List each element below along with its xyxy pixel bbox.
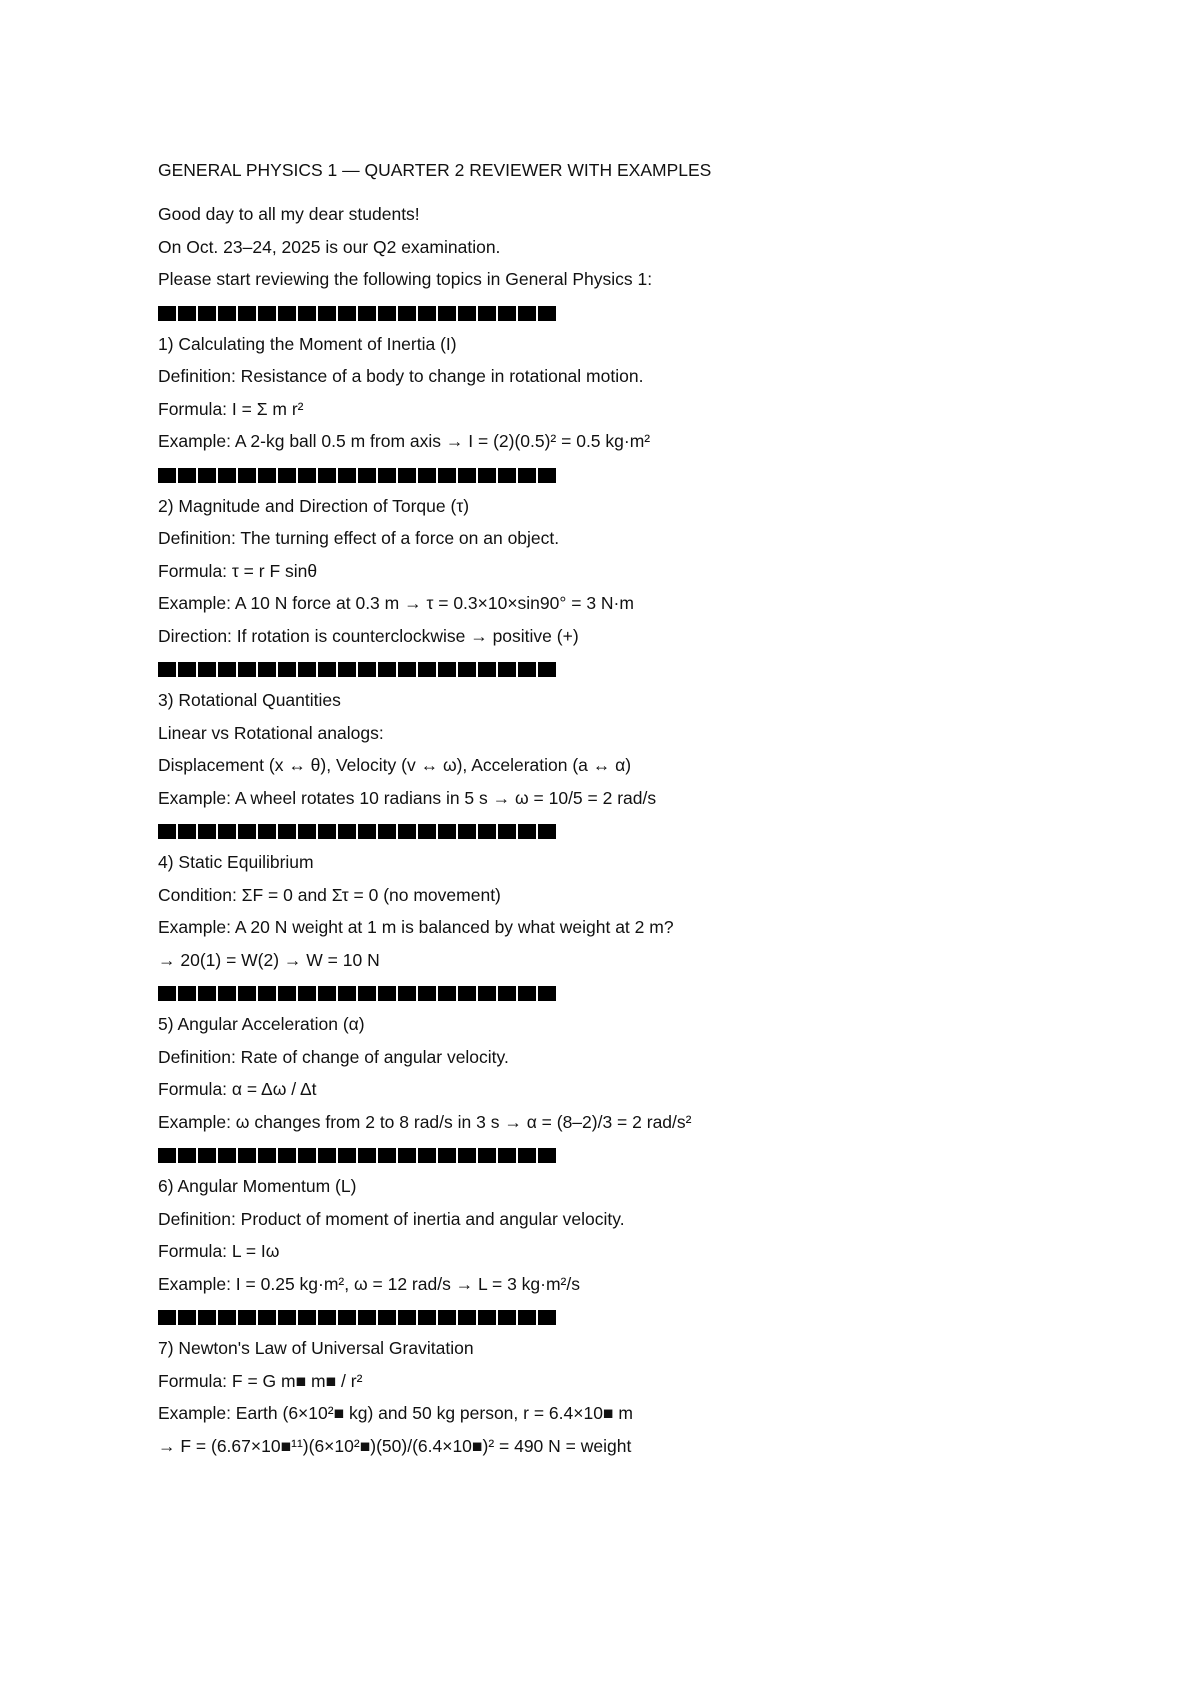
divider-block — [318, 824, 336, 839]
divider-block — [258, 662, 276, 677]
divider-block — [198, 824, 216, 839]
divider-block — [478, 662, 496, 677]
divider-block — [378, 1310, 396, 1325]
divider-block — [538, 662, 556, 677]
divider-block — [298, 468, 316, 483]
divider-block — [358, 662, 376, 677]
section-line: Definition: The turning effect of a force on an object. — [158, 528, 560, 548]
divider-block — [298, 1148, 316, 1163]
divider-block — [398, 662, 416, 677]
divider-block — [518, 306, 536, 321]
divider-block — [438, 306, 456, 321]
divider-block — [338, 468, 356, 483]
divider-block — [478, 1148, 496, 1163]
divider-block — [458, 986, 476, 1001]
divider-block — [238, 662, 256, 677]
section-heading: 3) Rotational Quantities — [158, 690, 341, 710]
intro-line: Good day to all my dear students! — [158, 204, 420, 224]
divider-block — [478, 468, 496, 483]
divider-block — [218, 1148, 236, 1163]
divider-block — [438, 662, 456, 677]
divider-block — [158, 306, 176, 321]
divider-block — [518, 468, 536, 483]
section-line: Example: I = 0.25 kg·m², ω = 12 rad/s → L = 3 kg·m²/s — [158, 1273, 580, 1294]
divider-block — [238, 306, 256, 321]
divider-block — [398, 824, 416, 839]
divider-block — [298, 662, 316, 677]
divider-block — [218, 1310, 236, 1325]
divider-block — [178, 1310, 196, 1325]
section-divider — [158, 1148, 1058, 1164]
section-line: Definition: Resistance of a body to change in rotational motion. — [158, 366, 644, 386]
divider-block — [538, 986, 556, 1001]
divider-block — [158, 468, 176, 483]
divider-block — [278, 824, 296, 839]
divider-block — [318, 306, 336, 321]
divider-block — [218, 986, 236, 1001]
section-line: Condition: ΣF = 0 and Στ = 0 (no movement) — [158, 884, 501, 905]
divider-block — [498, 306, 516, 321]
section-line: Displacement (x ↔ θ), Velocity (v ↔ ω), Acceleration (a ↔ α) — [158, 755, 632, 775]
divider-block — [298, 1310, 316, 1325]
divider-block — [398, 986, 416, 1001]
divider-block — [478, 306, 496, 321]
divider-block — [498, 468, 516, 483]
divider-block — [358, 1148, 376, 1163]
divider-block — [278, 1148, 296, 1163]
divider-block — [258, 824, 276, 839]
divider-block — [278, 306, 296, 321]
divider-block — [498, 1148, 516, 1163]
divider-block — [398, 306, 416, 321]
divider-block — [498, 824, 516, 839]
section-line: → F = (6.67×10■¹¹)(6×10²■)(50)/(6.4×10■)² = 490 N = weight — [158, 1435, 632, 1456]
divider-block — [438, 986, 456, 1001]
divider-block — [338, 306, 356, 321]
divider-block — [178, 824, 196, 839]
divider-block — [278, 986, 296, 1001]
divider-block — [338, 1310, 356, 1325]
divider-block — [158, 986, 176, 1001]
section-divider — [158, 986, 1058, 1002]
divider-block — [458, 662, 476, 677]
divider-block — [298, 986, 316, 1001]
divider-block — [358, 986, 376, 1001]
divider-block — [538, 824, 556, 839]
divider-block — [298, 306, 316, 321]
divider-block — [238, 468, 256, 483]
divider-block — [198, 986, 216, 1001]
divider-block — [538, 1310, 556, 1325]
divider-block — [258, 1310, 276, 1325]
section-heading: 2) Magnitude and Direction of Torque (τ) — [158, 495, 470, 516]
divider-block — [358, 306, 376, 321]
section-line: Example: ω changes from 2 to 8 rad/s in 3 s → α = (8–2)/3 = 2 rad/s² — [158, 1111, 692, 1132]
divider-block — [418, 306, 436, 321]
section-heading: 4) Static Equilibrium — [158, 852, 314, 872]
divider-block — [278, 468, 296, 483]
divider-block — [418, 824, 436, 839]
section-divider — [158, 662, 1058, 678]
divider-block — [398, 1148, 416, 1163]
divider-block — [498, 662, 516, 677]
document-content — [158, 158, 1058, 1462]
divider-block — [378, 468, 396, 483]
divider-block — [218, 306, 236, 321]
divider-block — [218, 824, 236, 839]
section-line: Example: Earth (6×10²■ kg) and 50 kg person, r = 6.4×10■ m — [158, 1403, 633, 1423]
section-heading: 6) Angular Momentum (L) — [158, 1176, 357, 1196]
section-line: Formula: L = Iω — [158, 1241, 280, 1261]
divider-block — [198, 468, 216, 483]
section-line: Example: A 2-kg ball 0.5 m from axis → I = (2)(0.5)² = 0.5 kg·m² — [158, 431, 651, 451]
divider-block — [338, 1148, 356, 1163]
section-line: Formula: I = Σ m r² — [158, 398, 304, 419]
divider-block — [398, 1310, 416, 1325]
divider-block — [318, 1148, 336, 1163]
divider-block — [378, 986, 396, 1001]
divider-block — [518, 1310, 536, 1325]
divider-block — [378, 306, 396, 321]
divider-block — [178, 306, 196, 321]
divider-block — [258, 468, 276, 483]
divider-block — [198, 1310, 216, 1325]
divider-block — [518, 1148, 536, 1163]
divider-block — [378, 662, 396, 677]
divider-block — [338, 986, 356, 1001]
section-heading: 1) Calculating the Moment of Inertia (I) — [158, 333, 457, 354]
divider-block — [258, 1148, 276, 1163]
divider-block — [458, 1310, 476, 1325]
section-line: Linear vs Rotational analogs: — [158, 722, 384, 743]
divider-block — [438, 468, 456, 483]
divider-block — [478, 824, 496, 839]
divider-block — [538, 1148, 556, 1163]
divider-block — [358, 824, 376, 839]
divider-block — [218, 662, 236, 677]
divider-block — [498, 1310, 516, 1325]
divider-block — [178, 1148, 196, 1163]
divider-block — [358, 468, 376, 483]
section-line: Formula: τ = r F sinθ — [158, 560, 318, 581]
divider-block — [238, 1148, 256, 1163]
divider-block — [518, 662, 536, 677]
divider-block — [278, 1310, 296, 1325]
document-title: GENERAL PHYSICS 1 — QUARTER 2 REVIEWER WITH EXAMPLES — [158, 160, 712, 180]
divider-block — [278, 662, 296, 677]
divider-block — [438, 1310, 456, 1325]
section-heading: 5) Angular Acceleration (α) — [158, 1014, 365, 1034]
section-line: Formula: F = G m■ m■ / r² — [158, 1370, 363, 1391]
divider-block — [298, 824, 316, 839]
divider-block — [438, 824, 456, 839]
divider-block — [238, 986, 256, 1001]
divider-block — [218, 468, 236, 483]
divider-block — [418, 1148, 436, 1163]
section-line: Definition: Product of moment of inertia and angular velocity. — [158, 1208, 625, 1229]
section-divider — [158, 306, 1058, 322]
divider-block — [338, 824, 356, 839]
divider-block — [458, 306, 476, 321]
divider-block — [538, 306, 556, 321]
section-divider — [158, 824, 1058, 840]
divider-block — [418, 1310, 436, 1325]
divider-block — [238, 1310, 256, 1325]
divider-block — [318, 662, 336, 677]
section-line: Example: A 20 N weight at 1 m is balanced by what weight at 2 m? — [158, 917, 674, 937]
intro-line: On Oct. 23–24, 2025 is our Q2 examination. — [158, 236, 501, 257]
divider-block — [418, 662, 436, 677]
divider-block — [158, 824, 176, 839]
divider-block — [458, 468, 476, 483]
divider-block — [198, 306, 216, 321]
section-line: Definition: Rate of change of angular velocity. — [158, 1046, 509, 1067]
divider-block — [178, 662, 196, 677]
divider-block — [438, 1148, 456, 1163]
divider-block — [198, 662, 216, 677]
divider-block — [378, 1148, 396, 1163]
divider-block — [238, 824, 256, 839]
section-heading: 7) Newton's Law of Universal Gravitation — [158, 1338, 474, 1358]
divider-block — [378, 824, 396, 839]
divider-block — [178, 986, 196, 1001]
divider-block — [478, 986, 496, 1001]
section-line: → 20(1) = W(2) → W = 10 N — [158, 949, 380, 970]
divider-block — [318, 1310, 336, 1325]
divider-block — [398, 468, 416, 483]
divider-block — [318, 468, 336, 483]
intro-line: Please start reviewing the following topics in General Physics 1: — [158, 269, 653, 289]
section-line: Example: A 10 N force at 0.3 m → τ = 0.3×10×sin90° = 3 N·m — [158, 593, 634, 613]
divider-block — [158, 662, 176, 677]
section-divider — [158, 468, 1058, 484]
divider-block — [158, 1148, 176, 1163]
divider-block — [458, 1148, 476, 1163]
divider-block — [518, 986, 536, 1001]
divider-block — [458, 824, 476, 839]
divider-block — [538, 468, 556, 483]
section-divider — [158, 1310, 1058, 1326]
divider-block — [338, 662, 356, 677]
divider-block — [478, 1310, 496, 1325]
divider-block — [518, 824, 536, 839]
divider-block — [198, 1148, 216, 1163]
divider-block — [258, 306, 276, 321]
divider-block — [318, 986, 336, 1001]
section-line: Example: A wheel rotates 10 radians in 5 s → ω = 10/5 = 2 rad/s — [158, 787, 657, 808]
section-line: Formula: α = Δω / Δt — [158, 1079, 317, 1099]
section-line: Direction: If rotation is counterclockwise → positive (+) — [158, 625, 579, 646]
divider-block — [498, 986, 516, 1001]
divider-block — [258, 986, 276, 1001]
divider-block — [158, 1310, 176, 1325]
divider-block — [418, 468, 436, 483]
divider-block — [358, 1310, 376, 1325]
divider-block — [178, 468, 196, 483]
divider-block — [418, 986, 436, 1001]
